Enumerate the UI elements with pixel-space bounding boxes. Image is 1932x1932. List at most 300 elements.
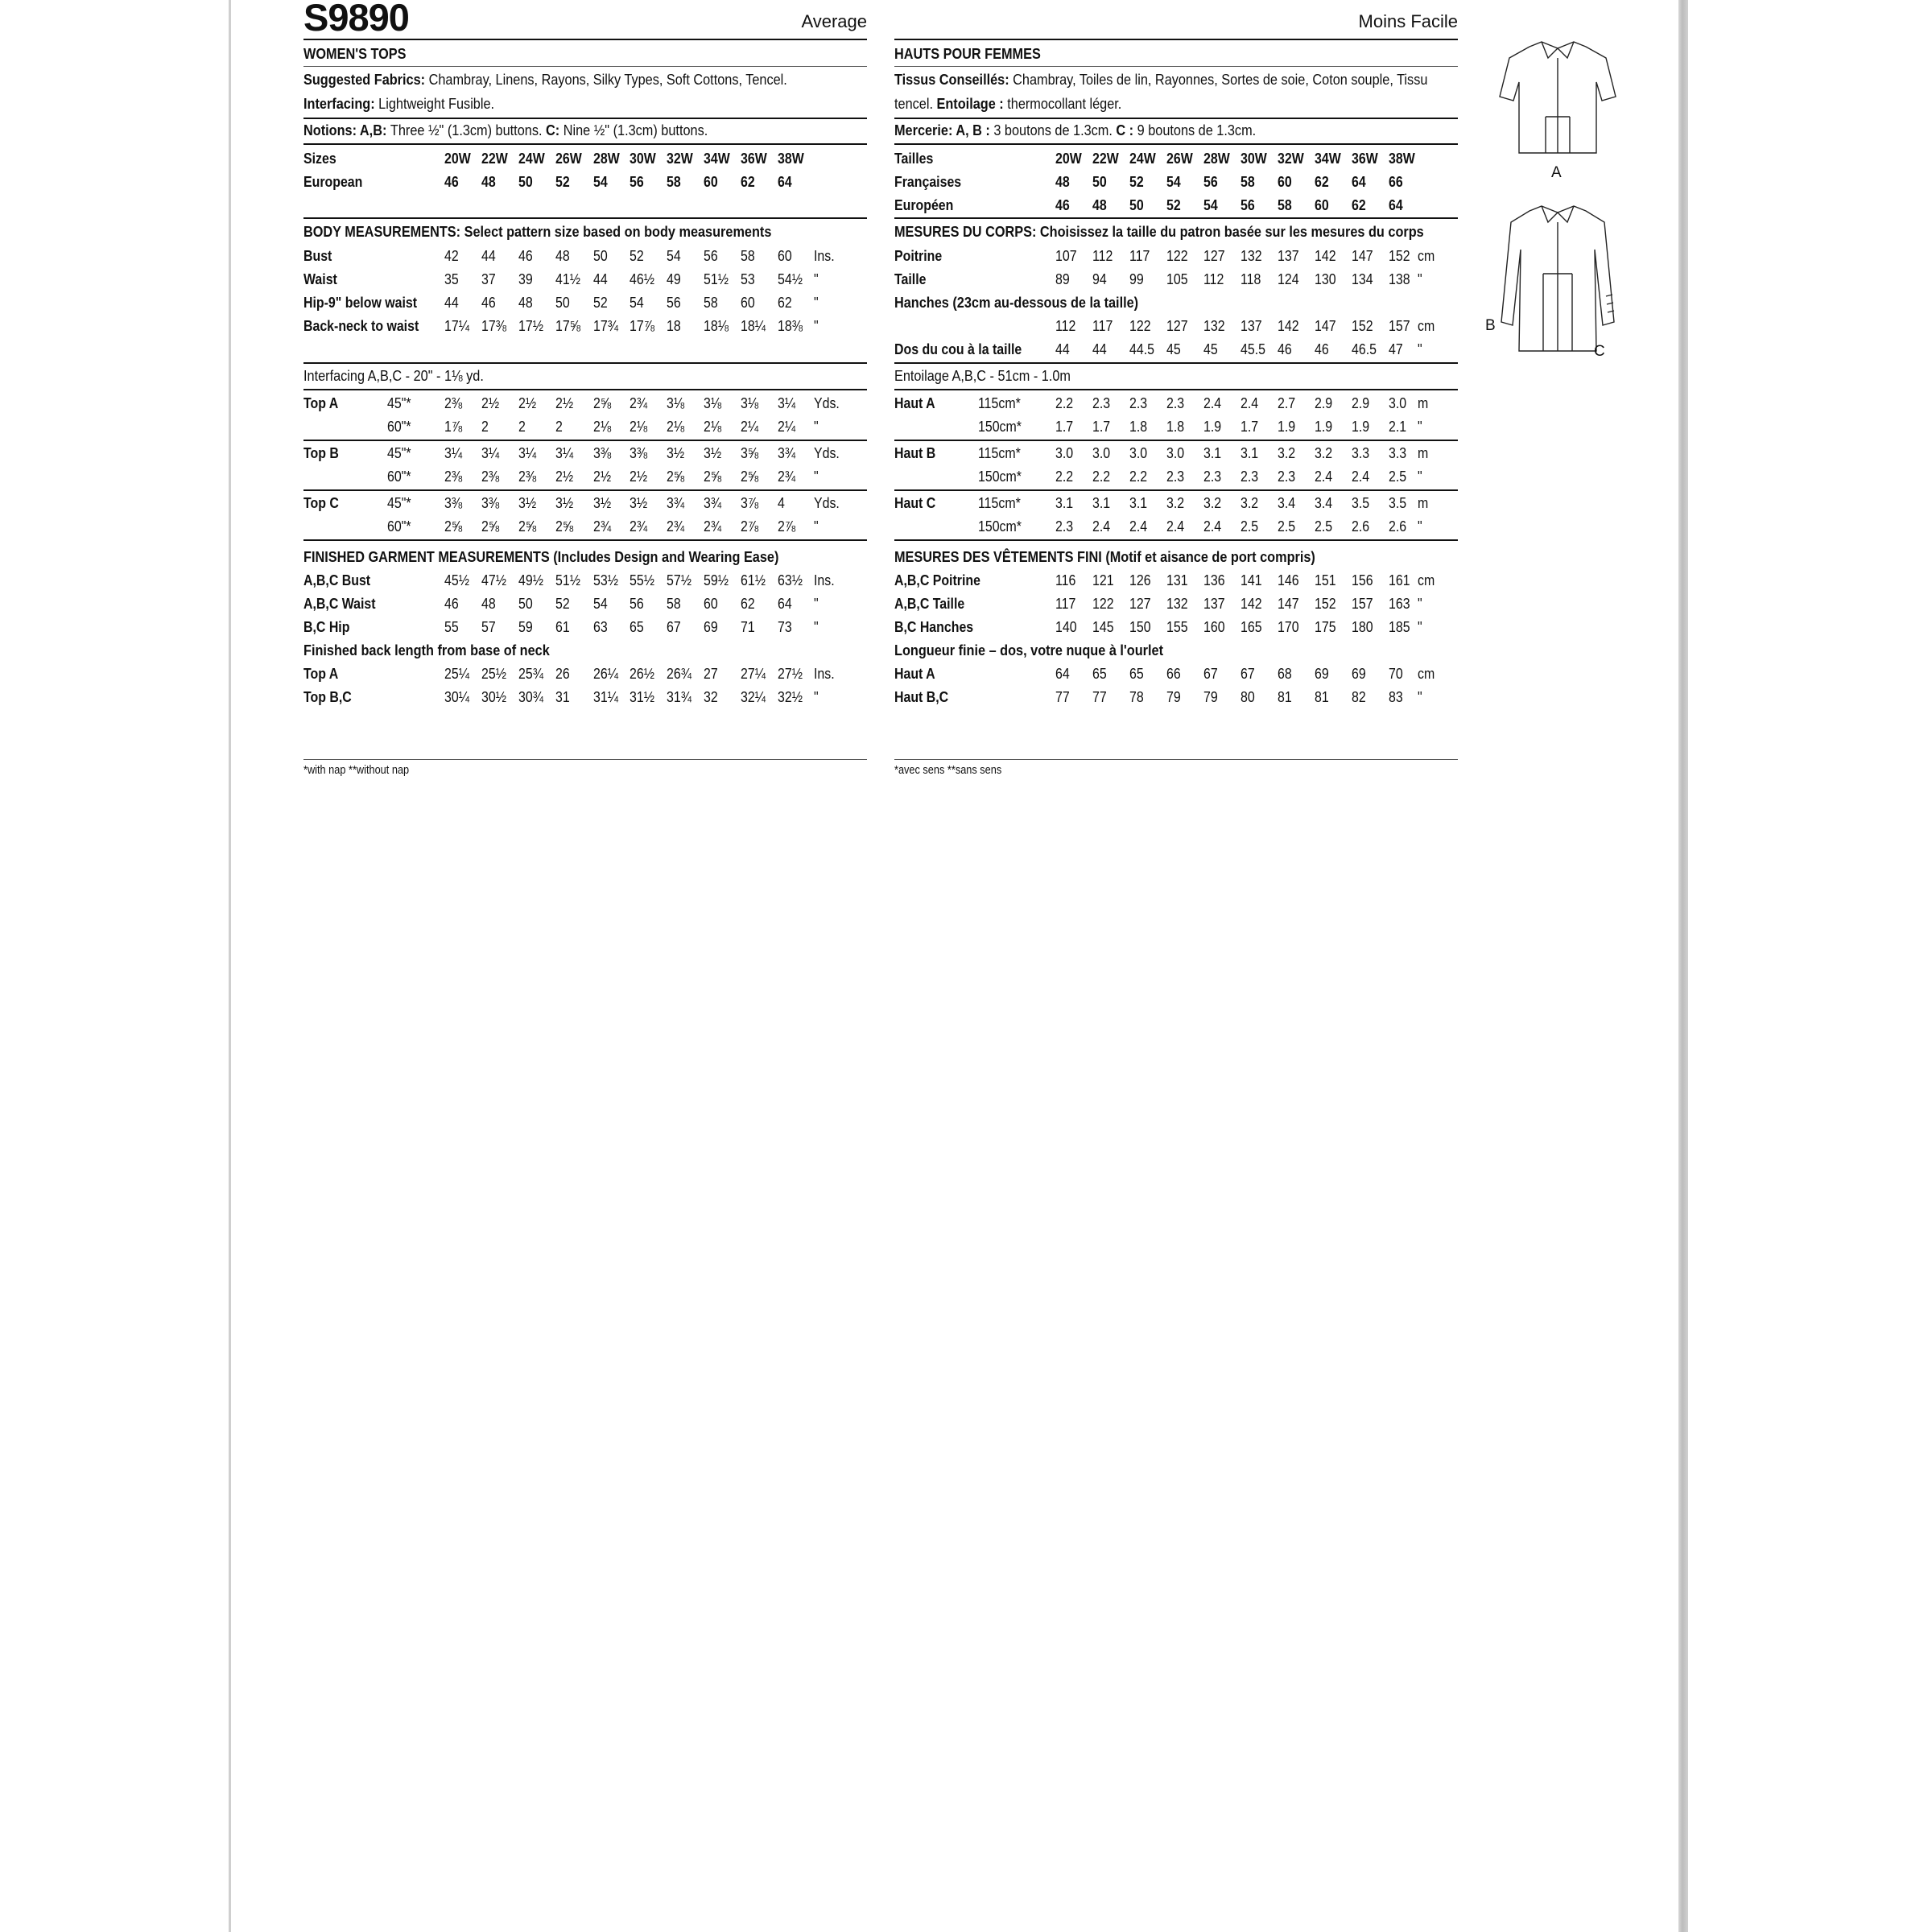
finished-row-fr-value: 146 <box>1278 572 1299 588</box>
body-row-en-unit: " <box>814 317 819 334</box>
yardage-width-en: 45"* <box>387 394 411 411</box>
finished-row-fr-value: 140 <box>1055 618 1077 635</box>
francaises-fr-value: 58 <box>1241 173 1255 190</box>
francaises-fr-value: 52 <box>1129 173 1144 190</box>
back-length-row-en-value: 31 <box>555 688 570 705</box>
finished-row-fr-unit: " <box>1418 595 1422 612</box>
yardage-row-en-unit: Yds. <box>814 494 840 511</box>
page-left-edge <box>229 0 231 1932</box>
yardage-row-en-value: 2⅝ <box>555 518 574 535</box>
finished-row-fr-value: 116 <box>1055 572 1076 588</box>
backneck-row-fr-value: 45 <box>1166 341 1181 357</box>
yardage-row-en-value: 2⅝ <box>704 468 722 485</box>
yardage-row-en-unit: " <box>814 518 819 535</box>
yardage-view-en: Top C <box>303 494 339 511</box>
yardage-row-en-value: 4 <box>778 494 785 511</box>
body-row-fr-value: 124 <box>1278 270 1299 287</box>
rule <box>894 362 1458 364</box>
back-length-row-fr-value: 69 <box>1315 665 1329 682</box>
body-row-fr-unit: " <box>1418 270 1422 287</box>
yardage-width-fr: 115cm* <box>978 444 1021 461</box>
europeen-fr-value: 52 <box>1166 196 1181 213</box>
yardage-row-en-value: 3⅞ <box>741 494 759 511</box>
yardage-row-fr-value: 2.5 <box>1389 468 1407 485</box>
yardage-row-fr-value: 2.4 <box>1092 518 1111 535</box>
yardage-row-fr-value: 1.7 <box>1241 418 1259 435</box>
yardage-row-en-value: 2⅛ <box>630 418 648 435</box>
yardage-row-en-value: 2⅝ <box>481 518 500 535</box>
yardage-row-fr-value: 3.0 <box>1389 394 1407 411</box>
finished-row-en-value: 63 <box>593 618 608 635</box>
back-length-row-en-value: 27 <box>704 665 718 682</box>
finished-row-en-label: A,B,C Waist <box>303 595 376 612</box>
fabrics-fr: Tissus Conseillés: Chambray, Toiles de lin, Rayonnes, Sortes de soie, Coton souple, Tissu <box>894 71 1428 88</box>
francaises-fr-value: 62 <box>1315 173 1329 190</box>
europeen-fr-value: 48 <box>1092 196 1107 213</box>
hip-row-fr-value: 152 <box>1352 317 1373 334</box>
body-row-en-value: 44 <box>444 294 459 311</box>
body-row-fr-value: 112 <box>1092 247 1113 264</box>
yardage-view-fr: Haut C <box>894 494 936 511</box>
sizes-fr-value: 32W <box>1278 150 1304 167</box>
rule <box>303 66 867 67</box>
yardage-width-fr: 150cm* <box>978 468 1022 485</box>
yardage-row-fr-value: 2.2 <box>1092 468 1111 485</box>
body-row-en-value: 52 <box>593 294 608 311</box>
body-row-en-value: 46 <box>481 294 496 311</box>
sizes-fr-value: 38W <box>1389 150 1415 167</box>
francaises-fr-value: 60 <box>1278 173 1292 190</box>
finished-row-fr-value: 126 <box>1129 572 1151 588</box>
yardage-row-fr-value: 3.1 <box>1129 494 1148 511</box>
sizes-fr-label: Tailles <box>894 150 934 167</box>
back-length-row-fr-value: 81 <box>1278 688 1292 705</box>
europeen-fr-value: 64 <box>1389 196 1403 213</box>
yardage-row-en-value: 2⅝ <box>741 468 759 485</box>
yardage-row-en-value: 3⅛ <box>741 394 759 411</box>
garment-illustrations <box>1493 40 1622 378</box>
body-row-fr-value: 152 <box>1389 247 1410 264</box>
back-length-row-fr-value: 70 <box>1389 665 1403 682</box>
sizes-en-label: Sizes <box>303 150 336 167</box>
body-row-en-value: 51½ <box>704 270 729 287</box>
yardage-row-en-value: 2⅝ <box>593 394 612 411</box>
yardage-row-fr-value: 3.4 <box>1278 494 1296 511</box>
francaises-fr-value: 48 <box>1055 173 1070 190</box>
finished-row-en-value: 46 <box>444 595 459 612</box>
hip-row-fr-value: 142 <box>1278 317 1299 334</box>
europeen-fr-value: 58 <box>1278 196 1292 213</box>
body-row-en-value: 17¼ <box>444 317 469 334</box>
body-row-fr-label: Taille <box>894 270 927 287</box>
body-row-en-value: 18⅛ <box>704 317 729 334</box>
european-en-value: 50 <box>518 173 533 190</box>
body-row-en-value: 52 <box>630 247 644 264</box>
finished-row-en-value: 60 <box>704 595 718 612</box>
body-row-en-value: 56 <box>704 247 718 264</box>
notions-en: Notions: A,B: Three ½" (1.3cm) buttons. C: Nine ½" (1.3cm) buttons. <box>303 122 708 138</box>
finished-row-en-value: 65 <box>630 618 644 635</box>
finished-row-fr-value: 180 <box>1352 618 1373 635</box>
yardage-row-fr-value: 3.2 <box>1278 444 1296 461</box>
rule <box>303 118 867 119</box>
yardage-row-en-value: 2⅜ <box>444 468 463 485</box>
yardage-row-fr-value: 3.1 <box>1055 494 1074 511</box>
body-row-en-value: 50 <box>593 247 608 264</box>
europeen-fr-value: 56 <box>1241 196 1255 213</box>
backneck-row-fr-value: 45 <box>1203 341 1218 357</box>
yardage-row-fr-value: 2.3 <box>1092 394 1111 411</box>
yardage-row-en-value: 2¾ <box>630 518 648 535</box>
yardage-row-fr-value: 2.5 <box>1278 518 1296 535</box>
yardage-row-en-value: 2½ <box>518 394 537 411</box>
header-rule-en <box>303 39 867 40</box>
notions-fr: Mercerie: A, B : 3 boutons de 1.3cm. C : 9 boutons de 1.3cm. <box>894 122 1257 138</box>
yardage-row-fr-value: 2.2 <box>1129 468 1148 485</box>
body-row-en-value: 17⅞ <box>630 317 654 334</box>
back-length-row-fr-value: 83 <box>1389 688 1403 705</box>
finished-row-fr-value: 141 <box>1241 572 1262 588</box>
yardage-row-en-value: 3½ <box>555 494 574 511</box>
back-length-row-fr-value: 79 <box>1166 688 1181 705</box>
body-heading-fr: MESURES DU CORPS: Choisissez la taille du patron basée sur les mesures du corps <box>894 223 1424 240</box>
back-length-row-en-value: 31¼ <box>593 688 618 705</box>
back-length-row-fr-value: 77 <box>1092 688 1107 705</box>
yardage-row-en-unit: Yds. <box>814 394 840 411</box>
yardage-row-fr-value: 2.4 <box>1241 394 1259 411</box>
sizes-en-value: 28W <box>593 150 620 167</box>
finished-row-fr-value: 150 <box>1129 618 1151 635</box>
yardage-row-en-value: 3¾ <box>778 444 796 461</box>
hip-row-fr-value: 122 <box>1129 317 1151 334</box>
back-length-row-en-value: 25½ <box>481 665 506 682</box>
yardage-width-en: 60"* <box>387 518 411 535</box>
backneck-row-fr-value: 44 <box>1055 341 1070 357</box>
yardage-row-en-value: 2⅜ <box>518 468 537 485</box>
back-length-row-fr-value: 64 <box>1055 665 1070 682</box>
yardage-row-fr-value: 3.2 <box>1241 494 1259 511</box>
yardage-row-fr-value: 2.9 <box>1315 394 1333 411</box>
finished-row-en-value: 50 <box>518 595 533 612</box>
finished-row-en-value: 49½ <box>518 572 543 588</box>
european-en-value: 60 <box>704 173 718 190</box>
rule <box>303 217 867 219</box>
back-length-row-en-value: 30½ <box>481 688 506 705</box>
yardage-row-fr-unit: " <box>1418 518 1422 535</box>
yardage-row-en-value: 3½ <box>704 444 722 461</box>
back-length-row-fr-value: 68 <box>1278 665 1292 682</box>
body-row-en-value: 17⅜ <box>481 317 506 334</box>
hip-label-fr: Hanches (23cm au-dessous de la taille) <box>894 294 1139 311</box>
body-row-en-value: 50 <box>555 294 570 311</box>
finished-row-en-value: 55 <box>444 618 459 635</box>
hip-row-fr-value: 117 <box>1092 317 1113 334</box>
finished-row-en-label: A,B,C Bust <box>303 572 371 588</box>
yardage-row-fr-value: 3.1 <box>1241 444 1259 461</box>
sizes-en-value: 34W <box>704 150 730 167</box>
finished-row-en-value: 67 <box>667 618 681 635</box>
body-row-en-value: 42 <box>444 247 459 264</box>
finished-row-en-value: 54 <box>593 595 608 612</box>
yardage-row-fr-value: 3.1 <box>1203 444 1222 461</box>
finished-row-en-unit: Ins. <box>814 572 835 588</box>
rule <box>303 489 867 491</box>
back-length-row-en-value: 30¾ <box>518 688 543 705</box>
back-length-row-fr-value: 69 <box>1352 665 1366 682</box>
body-row-fr-value: 134 <box>1352 270 1373 287</box>
european-en-value: 58 <box>667 173 681 190</box>
page-right-edge <box>1678 0 1688 1932</box>
yardage-width-fr: 115cm* <box>978 394 1021 411</box>
yardage-row-fr-value: 2.3 <box>1129 394 1148 411</box>
rule <box>894 759 1458 760</box>
back-length-row-fr-value: 81 <box>1315 688 1329 705</box>
body-row-fr-value: 147 <box>1352 247 1373 264</box>
finished-row-fr-value: 185 <box>1389 618 1410 635</box>
hip-row-fr-value: 112 <box>1055 317 1076 334</box>
back-length-row-fr-value: 67 <box>1203 665 1218 682</box>
body-row-fr-value: 142 <box>1315 247 1336 264</box>
rule <box>303 143 867 145</box>
yardage-row-fr-value: 3.0 <box>1092 444 1111 461</box>
body-row-fr-value: 94 <box>1092 270 1107 287</box>
body-row-fr-value: 132 <box>1241 247 1262 264</box>
sizes-fr-value: 36W <box>1352 150 1378 167</box>
yardage-row-fr-value: 1.9 <box>1352 418 1370 435</box>
yardage-row-en-value: 3⅜ <box>593 444 612 461</box>
yardage-row-fr-value: 2.3 <box>1278 468 1296 485</box>
rule <box>303 389 867 390</box>
yardage-row-fr-value: 2.3 <box>1166 468 1185 485</box>
footnote-fr: *avec sens **sans sens <box>894 763 1002 777</box>
hip-row-fr-unit: cm <box>1418 317 1435 334</box>
sizes-fr-value: 20W <box>1055 150 1082 167</box>
back-length-row-en-value: 31¾ <box>667 688 691 705</box>
finished-row-fr-label: A,B,C Taille <box>894 595 965 612</box>
sizes-en-value: 30W <box>630 150 656 167</box>
body-row-en-value: 17⅝ <box>555 317 580 334</box>
finished-row-en-value: 69 <box>704 618 718 635</box>
sizes-fr-value: 30W <box>1241 150 1267 167</box>
yardage-row-fr-value: 1.8 <box>1129 418 1148 435</box>
body-row-en-label: Bust <box>303 247 332 264</box>
body-row-en-unit: " <box>814 294 819 311</box>
body-row-en-value: 18⅜ <box>778 317 803 334</box>
yardage-row-fr-value: 3.2 <box>1315 444 1333 461</box>
back-length-row-en-value: 32½ <box>778 688 803 705</box>
body-row-fr-unit: cm <box>1418 247 1435 264</box>
rule <box>894 440 1458 441</box>
view-label-b: B <box>1485 317 1496 334</box>
finished-row-fr-value: 157 <box>1352 595 1373 612</box>
body-row-fr-value: 89 <box>1055 270 1070 287</box>
back-length-row-en-label: Top A <box>303 665 339 682</box>
body-row-fr-label: Poitrine <box>894 247 943 264</box>
back-length-heading-en: Finished back length from base of neck <box>303 642 550 658</box>
yardage-row-en-value: 3⅝ <box>741 444 759 461</box>
rule <box>303 539 867 541</box>
body-row-en-value: 37 <box>481 270 496 287</box>
body-row-en-value: 60 <box>778 247 792 264</box>
sizes-fr-value: 22W <box>1092 150 1119 167</box>
europeen-fr-value: 46 <box>1055 196 1070 213</box>
body-row-fr-value: 130 <box>1315 270 1336 287</box>
yardage-row-en-value: 2¾ <box>667 518 685 535</box>
yardage-row-en-value: 2½ <box>630 468 648 485</box>
finished-row-en-value: 58 <box>667 595 681 612</box>
yardage-width-en: 45"* <box>387 494 411 511</box>
yardage-row-fr-value: 2.3 <box>1241 468 1259 485</box>
backneck-row-fr-value: 46.5 <box>1352 341 1377 357</box>
back-length-row-en-unit: Ins. <box>814 665 835 682</box>
yardage-row-en-value: 3½ <box>630 494 648 511</box>
body-row-en-unit: " <box>814 270 819 287</box>
finished-row-fr-value: 170 <box>1278 618 1299 635</box>
finished-row-fr-value: 127 <box>1129 595 1151 612</box>
yardage-row-en-value: 1⅞ <box>444 418 463 435</box>
yardage-row-fr-value: 3.1 <box>1092 494 1111 511</box>
back-length-row-fr-label: Haut B,C <box>894 688 949 705</box>
finished-row-en-value: 61½ <box>741 572 766 588</box>
back-length-row-en-value: 25¾ <box>518 665 543 682</box>
yardage-row-en-value: 3¼ <box>444 444 463 461</box>
body-heading-en: BODY MEASUREMENTS: Select pattern size based on body measurements <box>303 223 772 240</box>
rule <box>894 118 1458 119</box>
title-en: WOMEN'S TOPS <box>303 45 407 62</box>
hip-row-fr-value: 132 <box>1203 317 1225 334</box>
backneck-row-fr-value: 47 <box>1389 341 1403 357</box>
yardage-row-fr-value: 2.3 <box>1203 468 1222 485</box>
yardage-row-en-value: 3⅜ <box>444 494 463 511</box>
back-length-row-en-unit: " <box>814 688 819 705</box>
finished-row-en-value: 56 <box>630 595 644 612</box>
sizes-en-value: 26W <box>555 150 582 167</box>
yardage-row-fr-value: 3.2 <box>1166 494 1185 511</box>
yardage-row-en-value: 2¼ <box>741 418 759 435</box>
backneck-row-fr-value: 44 <box>1092 341 1107 357</box>
francaises-fr-label: Françaises <box>894 173 962 190</box>
yardage-row-en-value: 2½ <box>481 394 500 411</box>
body-row-fr-value: 137 <box>1278 247 1299 264</box>
finished-row-en-value: 55½ <box>630 572 654 588</box>
interfacing-fr: tencel. Entoilage : thermocollant léger. <box>894 95 1122 112</box>
backneck-row-fr-value: 45.5 <box>1241 341 1265 357</box>
finished-row-en-value: 64 <box>778 595 792 612</box>
finished-row-fr-value: 152 <box>1315 595 1336 612</box>
finished-row-fr-unit: " <box>1418 618 1422 635</box>
yardage-row-fr-value: 2.4 <box>1203 394 1222 411</box>
body-row-en-value: 58 <box>741 247 755 264</box>
yardage-row-fr-value: 1.7 <box>1092 418 1111 435</box>
yardage-view-fr: Haut A <box>894 394 935 411</box>
difficulty-fr: Moins Facile <box>1358 11 1458 31</box>
yardage-row-en-value: 3¼ <box>778 394 796 411</box>
rule <box>303 759 867 760</box>
finished-row-en-value: 59 <box>518 618 533 635</box>
european-en-value: 52 <box>555 173 570 190</box>
body-row-en-value: 62 <box>778 294 792 311</box>
finished-row-fr-value: 132 <box>1166 595 1188 612</box>
yardage-row-fr-value: 1.9 <box>1315 418 1333 435</box>
yardage-row-en-value: 3⅛ <box>667 394 685 411</box>
finished-row-en-value: 57 <box>481 618 496 635</box>
finished-row-fr-value: 142 <box>1241 595 1262 612</box>
yardage-row-en-value: 2⅞ <box>741 518 759 535</box>
yardage-row-en-value: 2½ <box>593 468 612 485</box>
body-row-fr-value: 112 <box>1203 270 1224 287</box>
yardage-row-en-value: 3¼ <box>481 444 500 461</box>
finished-row-fr-value: 156 <box>1352 572 1373 588</box>
finished-row-en-value: 52 <box>555 595 570 612</box>
yardage-view-fr: Haut B <box>894 444 936 461</box>
body-row-en-label: Waist <box>303 270 337 287</box>
back-length-row-en-value: 30¼ <box>444 688 469 705</box>
body-row-en-value: 54 <box>667 247 681 264</box>
europeen-fr-value: 60 <box>1315 196 1329 213</box>
yardage-row-fr-value: 1.9 <box>1278 418 1296 435</box>
yardage-row-fr-value: 2.2 <box>1055 394 1074 411</box>
back-length-heading-fr: Longueur finie – dos, votre nuque à l'ourlet <box>894 642 1164 658</box>
backneck-row-fr-label: Dos du cou à la taille <box>894 341 1022 357</box>
rule <box>894 389 1458 390</box>
back-length-row-en-value: 25¼ <box>444 665 469 682</box>
europeen-fr-value: 50 <box>1129 196 1144 213</box>
body-row-en-value: 48 <box>518 294 533 311</box>
back-length-row-fr-value: 80 <box>1241 688 1255 705</box>
yardage-row-fr-unit: " <box>1418 468 1422 485</box>
francaises-fr-value: 50 <box>1092 173 1107 190</box>
finished-row-fr-value: 163 <box>1389 595 1410 612</box>
yardage-row-en-value: 3½ <box>593 494 612 511</box>
yardage-row-fr-value: 1.7 <box>1055 418 1074 435</box>
body-row-en-value: 18¼ <box>741 317 766 334</box>
rule <box>894 489 1458 491</box>
interfacing-yardage-en: Interfacing A,B,C - 20" - 1⅛ yd. <box>303 367 484 384</box>
back-length-row-en-value: 27½ <box>778 665 803 682</box>
body-row-en-value: 44 <box>593 270 608 287</box>
finished-row-fr-value: 160 <box>1203 618 1225 635</box>
body-row-en-value: 48 <box>555 247 570 264</box>
back-length-row-fr-value: 65 <box>1129 665 1144 682</box>
europeen-fr-label: Européen <box>894 196 954 213</box>
yardage-width-en: 60"* <box>387 418 411 435</box>
finished-row-en-label: B,C Hip <box>303 618 350 635</box>
rule <box>894 143 1458 145</box>
finished-row-fr-value: 175 <box>1315 618 1336 635</box>
finished-heading-fr: MESURES DES VÊTEMENTS FINI (Motif et aisance de port compris) <box>894 548 1315 565</box>
body-row-en-value: 17½ <box>518 317 543 334</box>
francaises-fr-value: 56 <box>1203 173 1218 190</box>
body-row-en-label: Back-neck to waist <box>303 317 419 334</box>
european-en-value: 48 <box>481 173 496 190</box>
body-row-en-value: 49 <box>667 270 681 287</box>
finished-row-fr-label: A,B,C Poitrine <box>894 572 980 588</box>
back-length-row-en-value: 26¾ <box>667 665 691 682</box>
yardage-row-en-value: 2 <box>518 418 526 435</box>
yardage-row-en-value: 3⅛ <box>704 394 722 411</box>
back-length-row-en-value: 26 <box>555 665 570 682</box>
finished-row-en-value: 53½ <box>593 572 618 588</box>
yardage-row-en-value: 2½ <box>555 468 574 485</box>
body-row-en-value: 53 <box>741 270 755 287</box>
fabrics-en: Suggested Fabrics: Chambray, Linens, Rayons, Silky Types, Soft Cottons, Tencel. <box>303 71 787 88</box>
yardage-row-en-value: 2¾ <box>704 518 722 535</box>
yardage-row-en-value: 2⅜ <box>481 468 500 485</box>
yardage-row-fr-value: 2.4 <box>1315 468 1333 485</box>
sizes-en-value: 20W <box>444 150 471 167</box>
back-length-row-en-value: 26½ <box>630 665 654 682</box>
backneck-row-fr-unit: " <box>1418 341 1422 357</box>
